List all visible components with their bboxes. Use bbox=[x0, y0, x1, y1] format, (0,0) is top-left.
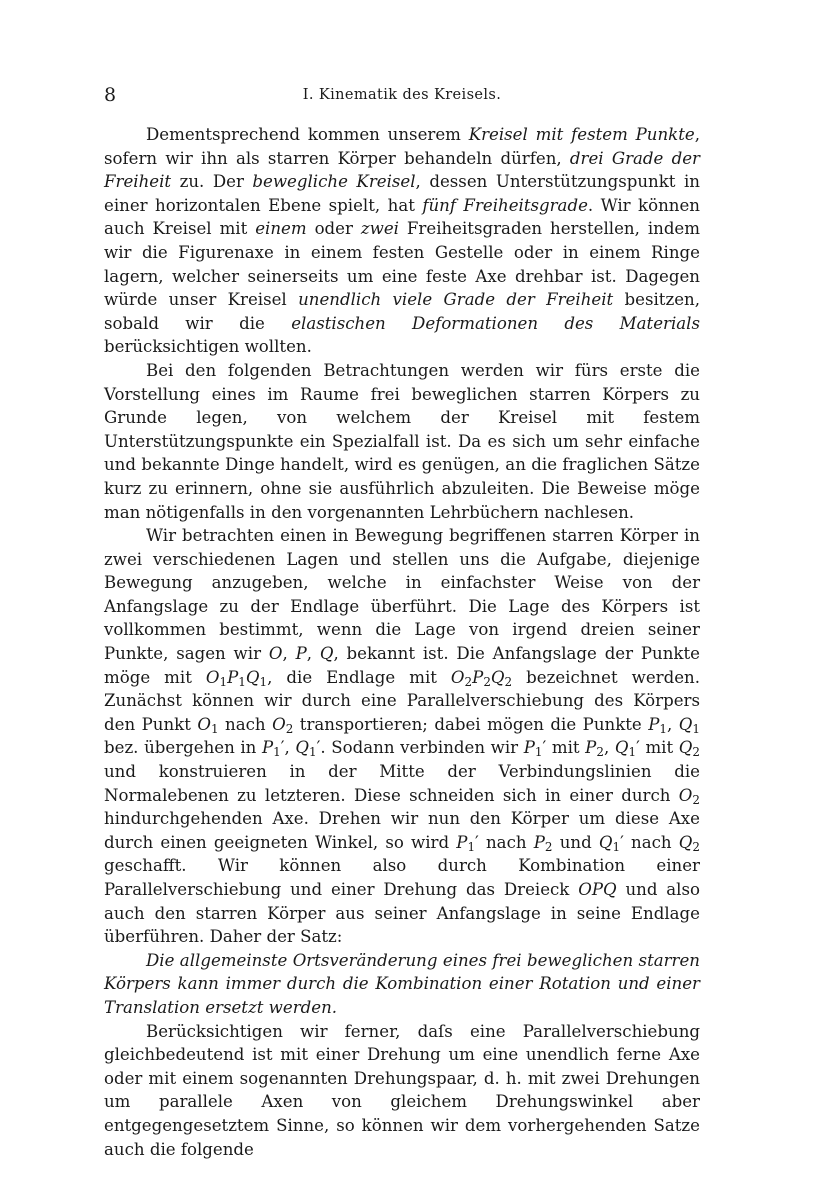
paragraph-parallelverschiebung: Berücksichtigen wir ferner, daſs eine Parallelverschiebung gleichbedeutend ist mit einer Drehung um eine unendlich ferne Axe oder mit einem sogenannten Drehungspaar, d. h. mit zwei Drehungen um parallele Axen von gleichem Drehungswinkel aber entgegengesetztem Sinne, so können wir dem vorhergehenden Satze auch die folgende bbox=[104, 1021, 700, 1159]
book-page bbox=[104, 84, 700, 1161]
theorem-statement: Die allgemeinste Ortsveränderung eines frei beweglichen starren Körpers kann immer durch die Kombination einer Rotation und einer Translation ersetzt werden. bbox=[104, 950, 700, 1017]
paragraph-kreisel-freiheitsgrade: Dementsprechend kommen unserem Kreisel mit festem Punkte, sofern wir ihn als starren Körper behandeln dürfen, drei Grade der Freiheit zu. Der bewegliche Kreisel, dessen Unterstützungspunkt in einer horizontalen Ebene spielt, hat fünf Freiheitsgrade. Wir können auch Kreisel mit einem oder zwei Freiheitsgraden herstellen, indem wir die Figurenaxe in einem festen Gestelle oder in einem Ringe lagern, welcher seinerseits um eine feste Axe drehbar ist. Dagegen würde unser Kreisel unendlich viele Grade der Freiheit besitzen, sobald wir die elastischen Deformationen des Materials berücksichtigen wollten. bbox=[104, 125, 701, 357]
page-body bbox=[104, 123, 700, 1161]
page-number: 8 bbox=[104, 84, 117, 106]
running-head: I. Kinematik des Kreisels. bbox=[302, 87, 502, 103]
page-header bbox=[104, 84, 700, 110]
paragraph-starrer-koerper: Bei den folgenden Betrachtungen werden wir fürs erste die Vorstellung eines im Raume frei beweglichen starren Körpers zu Grunde legen, von welchem der Kreisel mit festem Unterstützungspunkte ein Spezialfall ist. Da es sich um sehr einfache und bekannte Dinge handelt, wird es genügen, an die fraglichen Sätze kurz zu erinnern, ohne sie ausführlich abzuleiten. Die Beweise möge man nötigenfalls in den vorgenannten Lehrbüchern nachlesen. bbox=[104, 360, 700, 522]
paragraph-bewegung-zweier-lagen: Wir betrachten einen in Bewegung begriffenen starren Körper in zwei verschiedenen Lagen und stellen uns die Aufgabe, diejenige Bewegung anzugeben, welche in einfachster Weise von der Anfangslage zu der Endlage überführt. Die Lage des Körpers ist vollkommen bestimmt, wenn die Lage von irgend dreien seiner Punkte, sagen wir O, P, Q, bekannt ist. Die Anfangslage der Punkte möge mit $O_1P_1Q_1$, die Endlage mit $O_2P_2Q_2$ bezeichnet werden. Zunächst können wir durch eine Parallelverschiebung des Körpers den Punkt $O_1$ nach $O_2$ transportieren; dabei mögen die Punkte $P_1$, $Q_1$ bez. übergehen in $P_1'$, $Q_1'$. Sodann verbinden wir $P_1'$ mit $P_2$, $Q_1'$ mit $Q_2$ und konstruieren in der Mitte der Verbindungslinien die Normalebenen zu letzteren. Diese schneiden sich in einer durch $O_2$ hindurchgehenden Axe. Drehen wir nun den Körper um diese Axe durch einen geeigneten Winkel, so wird $P_1'$ nach $P_2$ und $Q_1'$ nach $Q_2$ geschafft. Wir können also durch Kombination einer Parallelverschiebung und einer Drehung das Dreieck OPQ und also auch den starren Körper aus seiner Anfangslage in seine Endlage überführen. Daher der Satz: bbox=[104, 526, 700, 947]
